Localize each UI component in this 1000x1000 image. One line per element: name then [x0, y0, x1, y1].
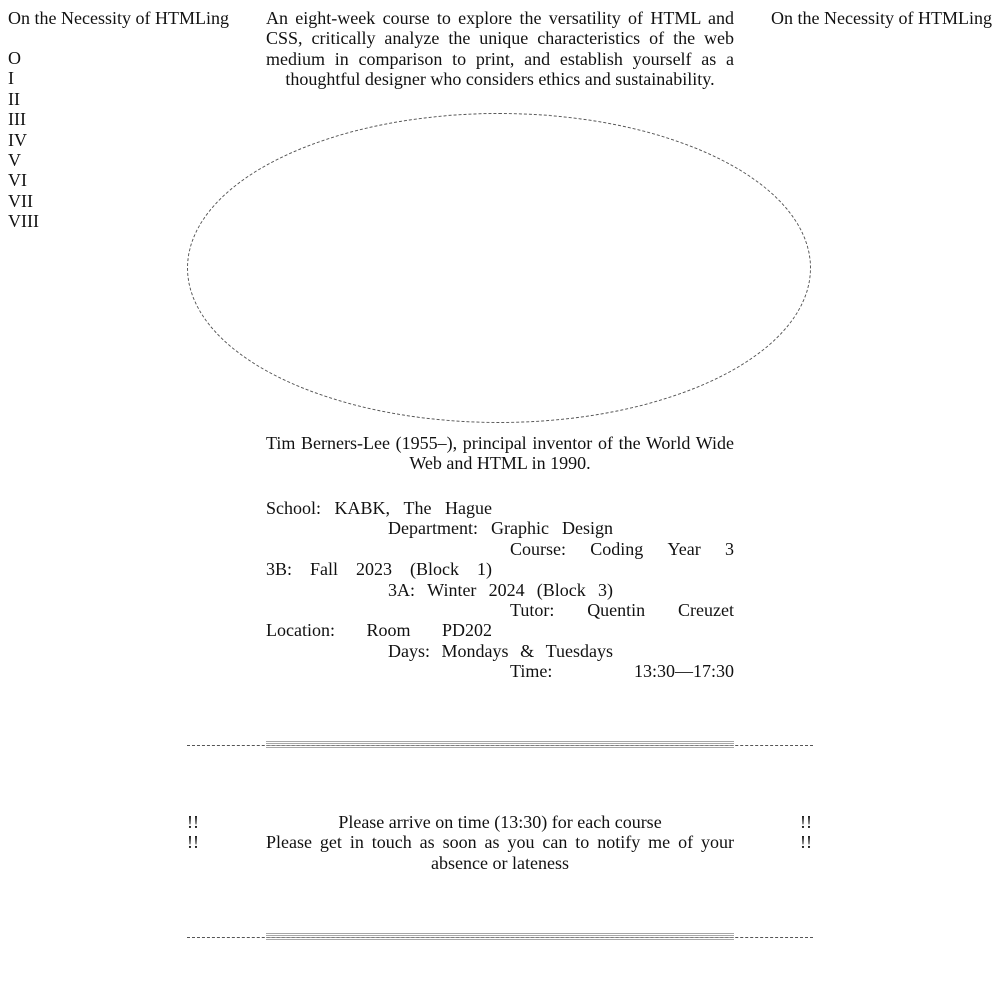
nav-link-4[interactable]: IV: [8, 129, 27, 150]
info-word: PD202: [441, 620, 492, 641]
site-title-right[interactable]: On the Necessity of HTMLing: [771, 8, 992, 28]
info-word: Hague: [445, 498, 492, 518]
info-word: Department:: [388, 518, 478, 539]
nav-item-4: [8, 130, 39, 150]
nav-link-6[interactable]: VI: [8, 170, 27, 191]
nav-item-2: [8, 89, 39, 109]
info-word: 1): [476, 559, 492, 580]
nav-link-5[interactable]: V: [8, 150, 21, 171]
info-word: Creuzet: [678, 599, 734, 620]
nav-item-3: [8, 109, 39, 129]
info-row-days: [388, 641, 613, 661]
nav-item-1: [8, 68, 39, 88]
divider-band: [266, 933, 734, 940]
nav-item-5: [8, 150, 39, 170]
info-word: Mondays: [441, 640, 509, 661]
info-word: School:: [266, 498, 322, 518]
portrait-caption: Tim Berners-Lee (1955–), principal inventor of the World Wide Web and HTML in 1990.: [266, 433, 734, 474]
info-word: Coding: [590, 538, 644, 559]
nav-link-8[interactable]: VIII: [8, 211, 39, 232]
info-word: 3B:: [266, 559, 293, 580]
info-word: Time:: [510, 661, 553, 682]
portrait-frame: [187, 113, 811, 423]
nav-item-8: [8, 211, 39, 231]
info-row-location: [266, 620, 492, 640]
info-word: Graphic: [490, 518, 549, 539]
info-word: Quentin: [587, 599, 646, 620]
info-word: 13:30—17:30: [633, 661, 734, 682]
info-word: 2024: [488, 579, 525, 600]
info-word: Location:: [266, 620, 335, 641]
chapter-nav: [8, 48, 39, 232]
info-word: The: [403, 498, 432, 518]
site-title-left[interactable]: On the Necessity of HTMLing: [8, 8, 229, 28]
info-word: Fall: [310, 559, 339, 580]
info-word: Room: [366, 620, 411, 641]
info-word: Tutor:: [510, 599, 555, 620]
info-word: Winter: [427, 579, 477, 600]
notice-line-punctuality: Please arrive on time (13:30) for each course: [338, 812, 662, 832]
nav-link-0[interactable]: O: [8, 48, 21, 68]
nav-item-6: [8, 170, 39, 190]
info-word: 3): [597, 579, 613, 600]
info-row-tutor: [510, 600, 734, 620]
info-word: Design: [561, 518, 613, 539]
info-word: Days:: [388, 640, 430, 661]
info-row-3b: [266, 559, 492, 579]
info-row-time: [510, 661, 734, 681]
info-row-course: [510, 539, 734, 559]
info-word: Tuesdays: [545, 640, 613, 661]
notice-marker-right: !!: [800, 812, 812, 832]
notice-marker-left: !!: [187, 812, 199, 832]
nav-link-2[interactable]: II: [8, 88, 20, 109]
nav-item-7: [8, 191, 39, 211]
nav-item-0: [8, 48, 39, 68]
info-word: 3: [724, 538, 734, 559]
notice-marker-right: !!: [800, 832, 812, 852]
info-word: (Block: [409, 559, 459, 580]
info-word: 2023: [356, 559, 392, 580]
info-word: Course:: [510, 538, 566, 559]
course-intro: An eight-week course to explore the versatility of HTML and CSS, critically analyze the unique characteristics of the web medium in comparison to print, and establish yourself as a thoughtful designer who considers ethics and sustainability.: [266, 8, 734, 90]
info-row-3a: [388, 580, 613, 600]
info-word: 3A:: [388, 579, 415, 600]
info-word: Year: [667, 538, 701, 559]
divider-band: [266, 741, 734, 748]
nav-link-1[interactable]: I: [8, 68, 14, 89]
info-row-department: [388, 518, 613, 538]
course-info: [266, 498, 734, 682]
info-word: (Block: [536, 579, 586, 600]
nav-link-7[interactable]: VII: [8, 190, 33, 211]
nav-link-3[interactable]: III: [8, 109, 26, 130]
notice-marker-left: !!: [187, 832, 199, 852]
info-row-school: [266, 498, 492, 518]
notice-line-absence: Please get in touch as soon as you can to notify me of your absence or lateness: [266, 832, 734, 873]
info-word: &: [520, 640, 535, 661]
attendance-notice: [266, 812, 734, 873]
info-word: KABK,: [334, 498, 391, 518]
